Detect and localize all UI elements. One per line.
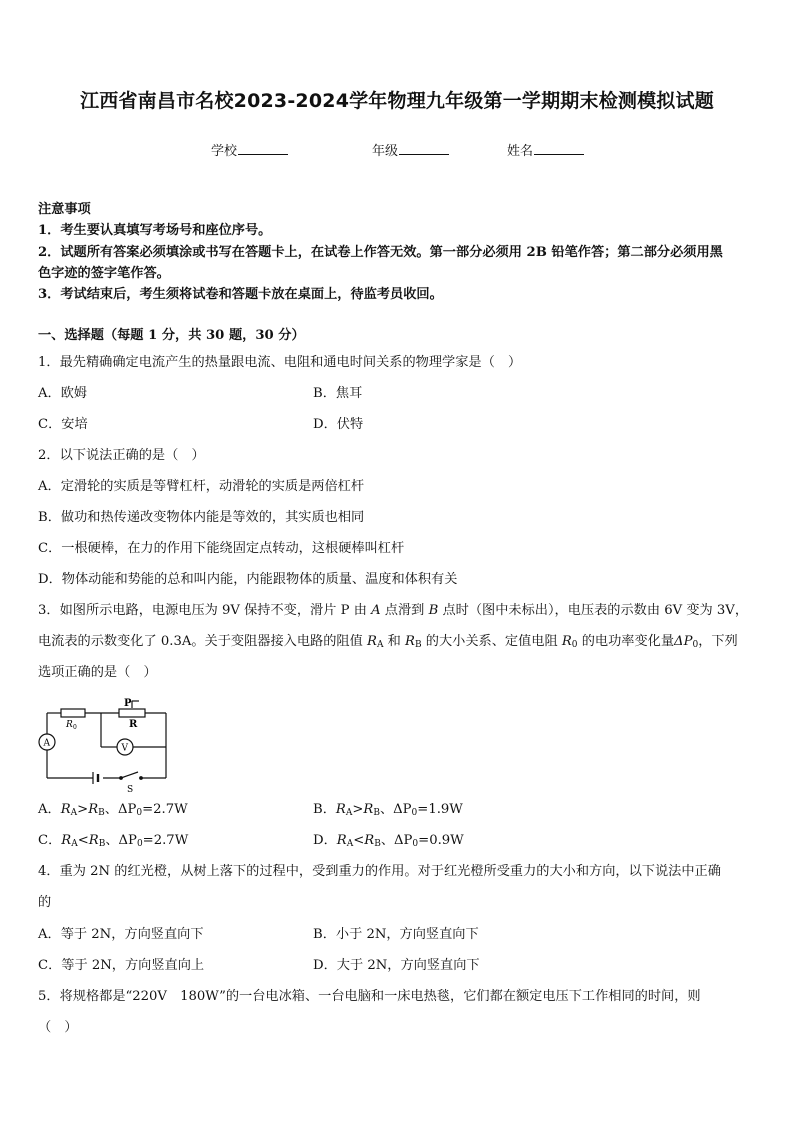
q2-option-a[interactable]: A．定滑轮的实质是等臂杠杆，动滑轮的实质是两倍杠杆 bbox=[38, 479, 365, 494]
label-p: P bbox=[124, 698, 132, 709]
notice-item: 3．考试结束后，考生须将试卷和答题卡放在桌面上，待监考员收回。 bbox=[38, 287, 443, 302]
question-3-line-1: 3．如图所示电路，电源电压为 9V 保持不变，滑片 P 由 A 点滑到 B 点时（图中未标出），电压表的示数由 6V 变为 3V， bbox=[38, 603, 749, 618]
question-5-line-2: （ ） bbox=[38, 1020, 78, 1035]
notice-item: 色字迹的签字笔作答。 bbox=[38, 266, 170, 281]
question-5-line-1: 5．将规格都是“220V 180W”的一台电冰箱、一台电脑和一床电热毯，它们都在额定电压下工作相同的时间，则 bbox=[38, 989, 701, 1004]
question-3-line-2: 电流表的示数变化了 0.3A。关于变阻器接入电路的阻值 $R_A$ 和 $R_B$ 的大小关系、定值电阻 $R_0$ 的电功率变化量$\Delta P_0$，下列 bbox=[38, 634, 738, 650]
label-r0: R bbox=[66, 720, 73, 730]
q1-option-a[interactable]: A．欧姆 bbox=[38, 386, 88, 401]
q1-option-b[interactable]: B．焦耳 bbox=[313, 386, 363, 401]
grade-blank[interactable] bbox=[399, 142, 449, 155]
q4-option-d[interactable]: D．大于 2N，方向竖直向下 bbox=[313, 958, 480, 973]
switch-s bbox=[121, 772, 138, 778]
q4-option-b[interactable]: B．小于 2N，方向竖直向下 bbox=[313, 927, 479, 942]
question-2-stem: 2．以下说法正确的是（ ） bbox=[38, 448, 205, 463]
question-3-line-3: 选项正确的是（ ） bbox=[38, 665, 157, 680]
q2-option-d[interactable]: D．物体动能和势能的总和叫内能，内能跟物体的质量、温度和体积有关 bbox=[38, 572, 458, 587]
grade-field bbox=[372, 140, 449, 159]
school-label: 学校 bbox=[211, 144, 238, 159]
notice-heading: 注意事项 bbox=[38, 202, 91, 217]
switch-contact bbox=[140, 777, 143, 780]
q2-option-c[interactable]: C．一根硬棒，在力的作用下能绕固定点转动，这根硬棒叫杠杆 bbox=[38, 541, 405, 556]
resistor-r0 bbox=[61, 709, 85, 717]
name-field bbox=[507, 140, 584, 159]
label-r0-sub: 0 bbox=[73, 724, 77, 731]
switch-pivot bbox=[120, 777, 123, 780]
label-voltmeter: V bbox=[121, 743, 128, 754]
school-blank[interactable] bbox=[238, 142, 288, 155]
q3-option-a[interactable]: A．$R_A>R_B$、$\Delta P_0=2.7W$ bbox=[38, 802, 188, 818]
question-4-line-1: 4．重为 2N 的红光橙，从树上落下的过程中，受到重力的作用。对于红光橙所受重力的大小和方向，以下说法中正确 bbox=[38, 864, 721, 879]
question-4-line-2: 的 bbox=[38, 895, 52, 910]
q2-option-b[interactable]: B．做功和热传递改变物体内能是等效的，其实质也相同 bbox=[38, 510, 365, 525]
rheostat bbox=[119, 709, 145, 717]
circuit-diagram bbox=[35, 694, 195, 794]
notice-item: 1．考生要认真填写考场号和座位序号。 bbox=[38, 223, 272, 238]
notice-item: 2．试题所有答案必须填涂或书写在答题卡上，在试卷上作答无效。第一部分必须用 2B 铅笔作答；第二部分必须用黑 bbox=[38, 245, 723, 260]
label-ammeter: A bbox=[43, 738, 50, 749]
label-r: R bbox=[129, 719, 138, 730]
q3-option-d[interactable]: D．$R_A<R_B$、$\Delta P_0=0.9W$ bbox=[313, 833, 464, 849]
grade-label: 年级 bbox=[372, 144, 399, 159]
q3-option-c[interactable]: C．$R_A<R_B$、$\Delta P_0=2.7W$ bbox=[38, 833, 189, 849]
q4-option-a[interactable]: A．等于 2N，方向竖直向下 bbox=[38, 927, 204, 942]
page-title: 江西省南昌市名校2023-2024学年物理九年级第一学期期末检测模拟试题 bbox=[80, 90, 714, 112]
name-label: 姓名 bbox=[507, 144, 534, 159]
name-blank[interactable] bbox=[534, 142, 584, 155]
q3-option-b[interactable]: B．$R_A>R_B$、$\Delta P_0=1.9W$ bbox=[313, 802, 463, 818]
q4-option-c[interactable]: C．等于 2N，方向竖直向上 bbox=[38, 958, 205, 973]
q1-option-c[interactable]: C．安培 bbox=[38, 417, 88, 432]
section-heading: 一、选择题（每题 1 分，共 30 题，30 分） bbox=[38, 328, 305, 343]
label-switch: S bbox=[127, 785, 134, 794]
q1-option-d[interactable]: D．伏特 bbox=[313, 417, 364, 432]
question-1-stem: 1．最先精确确定电流产生的热量跟电流、电阻和通电时间关系的物理学家是（ ） bbox=[38, 355, 522, 370]
school-field bbox=[211, 140, 288, 159]
